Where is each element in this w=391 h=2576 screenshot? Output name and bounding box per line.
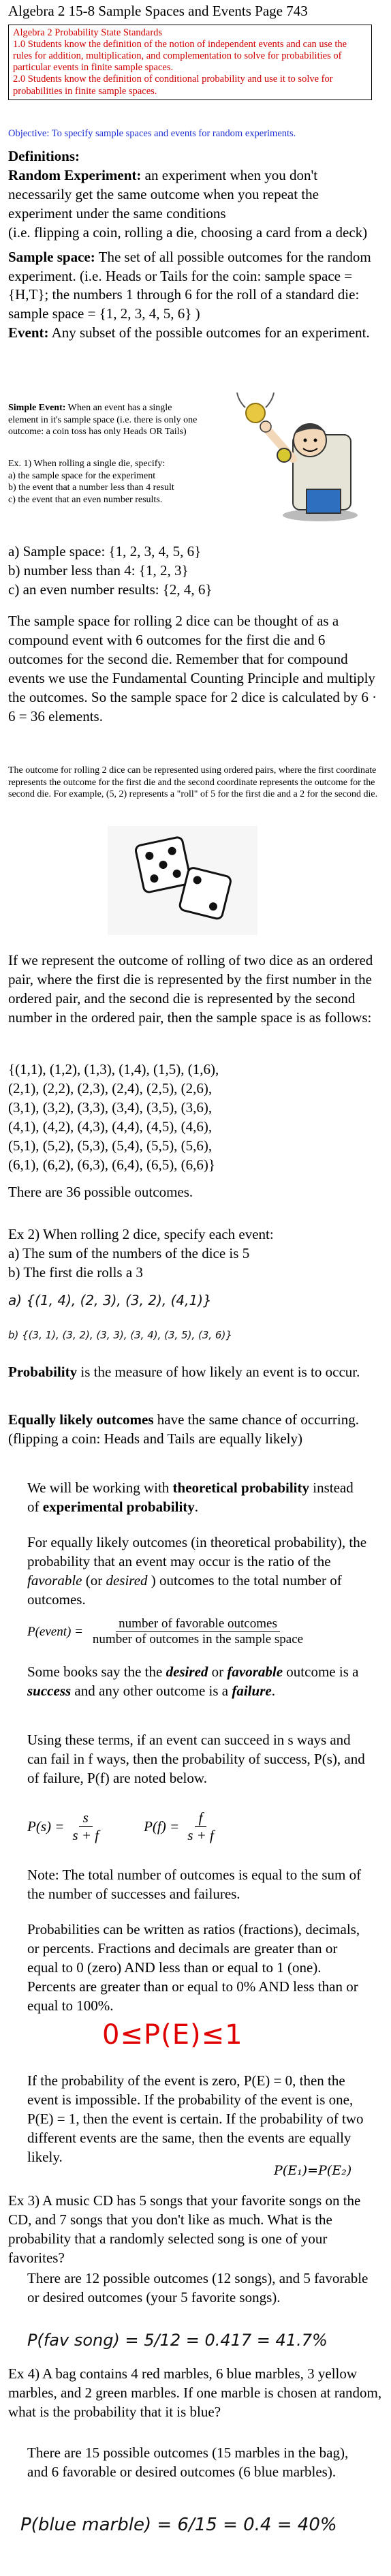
sample-space-row: (4,1), (4,2), (4,3), (4,4), (4,5), (4,6),	[8, 1118, 213, 1135]
two-dice-paragraph: The sample space for rolling 2 dice can be thought of as a compound event with 6 outcomes for the first die and 6 outcomes for the second die. Remember that for compound events we use the Fundamental Counting Principle and multiply the outcomes. So the sample space for 2 dice is calculated by 6 · 6 = 36 elements.	[8, 613, 377, 724]
example-2	[8, 1225, 383, 1283]
definitions-section	[8, 147, 383, 343]
theoretical-term: theoretical probability	[172, 1479, 309, 1496]
ordered-pair-paragraph: If we represent the outcome of rolling of two dice as an ordered pair, where the first die is represented by the first number in the ordered pair, and the second die is represented by the second number in the ordered pair, then the sample space is as follows:	[8, 952, 373, 1026]
sample-space-def: The set of all possible outcomes for the random experiment. (i.e. Heads or Tails for the coin: sample space = {H,T}; the numbers 1 through 6 for the roll of a standard die: sample space = {1, 2, 3, 4, 5, 6} )	[8, 248, 371, 322]
standards-box	[8, 25, 372, 100]
formula-lhs: P(event) =	[27, 1624, 83, 1639]
experimental-term: experimental probability	[42, 1498, 195, 1515]
failure-term: failure	[232, 1682, 272, 1699]
ex1-answer-a: a) Sample space: {1, 2, 3, 4, 5, 6}	[8, 543, 202, 559]
probability-def: is the measure of how likely an event is to occur.	[77, 1364, 360, 1380]
ex4-answer: There are 15 possible outcomes (15 marbles in the bag), and 6 favorable or desired outcomes (6 blue marbles).	[27, 2444, 349, 2480]
sample-space-row: (5,1), (5,2), (5,3), (5,4), (5,5), (5,6),	[8, 1137, 213, 1154]
failure-formula	[144, 1809, 218, 1844]
pf-fraction	[183, 1809, 218, 1844]
standard-1: 1.0 Students know the definition of the notion of independent events and can use the rules for addition, multiplication, and complementation to solve for probabilities of particular events in finite sample spaces.	[13, 39, 347, 74]
ps-fraction	[68, 1809, 103, 1844]
note-total: Note: The total number of outcomes is equal to the sum of the number of successes and failures.	[27, 1867, 362, 1902]
objective: Objective: To specify sample spaces and events for random experiments.	[8, 128, 296, 139]
success-failure-formulas	[27, 1809, 354, 1844]
ex1-answers	[8, 542, 383, 600]
ex2-part-b: b) The first die rolls a 3	[8, 1263, 143, 1281]
definitions-heading: Definitions:	[8, 148, 80, 164]
dice-image	[108, 826, 257, 935]
probability-formula	[27, 1616, 368, 1647]
ex1-part-b: b) the event that a number less than 4 result	[8, 482, 174, 493]
success-formula	[27, 1809, 103, 1844]
sample-space-row: (3,1), (3,2), (3,3), (3,4), (3,5), (3,6),	[8, 1099, 213, 1116]
books-end: .	[271, 1682, 275, 1699]
success-failure-text	[27, 1663, 371, 1701]
desired-term: desired	[106, 1571, 148, 1589]
outcome-count: There are 36 possible outcomes.	[8, 1183, 193, 1200]
ratio-text: For equally likely outcomes (in theoretical probability), the probability that an event may occur is the ratio of the	[27, 1534, 367, 1569]
ratios-paragraph: Probabilities can be written as ratios (fractions), decimals, or percents. Fractions and decimals are greater than or equal to 0 (zero) AND less than or equal to 1 (one). Percents are greater than or equal to 0% AND less than or equal to 100%.	[27, 1921, 360, 2014]
ex3-answer: There are 12 possible outcomes (12 songs), and 5 favorable or desired outcomes (your 5 favorite songs).	[27, 2270, 369, 2305]
equally-likely-definition	[8, 1411, 362, 1449]
books-mid2: and any other outcome is a	[71, 1682, 232, 1699]
simple-event-term: Simple Event:	[8, 403, 66, 413]
sample-space-term: Sample space:	[8, 248, 95, 265]
ex3-work: P(fav song) = 5/12 = 0.417 = 41.7%	[27, 2331, 328, 2350]
theoretical-text: We will be working with	[27, 1479, 173, 1496]
formula-denominator: number of outcomes in the sample space	[92, 1632, 304, 1646]
sample-space-row: {(1,1), (1,2), (1,3), (1,4), (1,5), (1,6),	[8, 1061, 219, 1077]
sample-space-row: (6,1), (6,2), (6,3), (6,4), (6,5), (6,6)}	[8, 1156, 215, 1173]
ratio-definition	[27, 1533, 371, 1610]
equal-events-formula: P(E₁)=P(E₂)	[274, 2163, 352, 2178]
formula-fraction	[90, 1616, 306, 1647]
event-def: Any subset of the possible outcomes for an experiment.	[48, 324, 370, 341]
ratio-text-end: ) outcomes to the total number of outcomes.	[27, 1571, 342, 1608]
standard-2: 2.0 Students know the definition of conditional probability and use it to solve for probabilities in finite sample spaces.	[13, 74, 333, 97]
impossible-certain-paragraph: If the probability of the event is zero, P(E) = 0, then the event is impossible. If the probability of the event is one, P(E) = 1, then the event is certain. If the probability of two different events are the same, then the events are equally likely.	[27, 2072, 364, 2165]
standards-heading: Algebra 2 Probability State Standards	[13, 27, 163, 38]
pf-lhs: P(f) =	[144, 1818, 180, 1835]
equally-likely-term: Equally likely outcomes	[8, 1411, 154, 1428]
random-experiment-def: an experiment when you don't necessarily get the same outcome when you repeat the experiment under the same conditions	[8, 166, 319, 221]
ex2-answer-b: b) {(3, 1), (3, 2), (3, 3), (3, 4), (3, 5), (3, 6)}	[8, 1329, 232, 1341]
random-experiment-term: Random Experiment:	[8, 166, 142, 183]
ex1-intro: Ex. 1) When rolling a single die, specify:	[8, 459, 166, 469]
favorable-bold: favorable	[227, 1663, 283, 1680]
terms-paragraph: Using these terms, if an event can succeed in s ways and can fail in f ways, then the probability of success, P(s), and of failure, P(f) are noted below.	[27, 1732, 365, 1786]
desired-bold: desired	[166, 1663, 208, 1680]
ex1-answer-c: c) an even number results: {2, 4, 6}	[8, 581, 213, 598]
success-term: success	[27, 1682, 72, 1699]
ex2-part-a: a) The sum of the numbers of the dice is 5	[8, 1244, 250, 1261]
probability-definition	[8, 1363, 383, 1382]
favorable-term: favorable	[27, 1571, 82, 1589]
books-mid: outcome is a	[283, 1663, 359, 1680]
coin-flip-cartoon	[218, 387, 364, 527]
example-4: Ex 4) A bag contains 4 red marbles, 6 blue marbles, 3 yellow marbles, and 2 green marbles. If one marble is chosen at random, what is the probability that it is blue?	[8, 2365, 382, 2420]
theoretical-text-mid: instead of	[27, 1479, 354, 1515]
theoretical-text-end: .	[194, 1498, 199, 1515]
formula-numerator: number of favorable outcomes	[116, 1616, 280, 1632]
theoretical-note	[27, 1479, 354, 1517]
ex1-part-c: c) the event that an even number results.	[8, 494, 163, 505]
ps-denominator: s + f	[72, 1827, 99, 1843]
two-dice-note: The outcome for rolling 2 dice can be represented using ordered pairs, where the first coordinate represents the outcome for the first die and the second coordinate represents the outcome for the second die. For example, (5, 2) represents a "roll" of 5 for the first die and a 2 for the second die.	[8, 765, 378, 799]
probability-inequality: 0≤P(E)≤1	[102, 2019, 243, 2051]
simple-event-def: When an event has a single element in it's sample space (i.e. there is only one outcome: a coin toss has only Heads OR Tails)	[8, 403, 198, 437]
ex2-answer-a: a) {(1, 4), (2, 3), (3, 2), (4,1)}	[8, 1292, 212, 1308]
pf-numerator: f	[195, 1809, 207, 1827]
ratio-text-or: (or	[82, 1571, 106, 1589]
sample-space-table	[8, 1060, 383, 1201]
sample-space-row: (2,1), (2,2), (2,3), (2,4), (2,5), (2,6),	[8, 1079, 213, 1097]
probability-term: Probability	[8, 1364, 78, 1380]
pf-denominator: s + f	[187, 1827, 214, 1843]
example-3: Ex 3) A music CD has 5 songs that your favorite songs on the CD, and 7 songs that you don't like as much. What is the probability that a randomly selected song is one of your favorites?	[8, 2192, 361, 2266]
books-or: or	[208, 1663, 228, 1680]
event-term: Event:	[8, 324, 49, 341]
ex2-intro: Ex 2) When rolling 2 dice, specify each event:	[8, 1226, 274, 1242]
books-text: Some books say the the	[27, 1663, 166, 1680]
random-experiment-example: (i.e. flipping a coin, rolling a die, choosing a card from a deck)	[8, 224, 368, 241]
equally-likely-def: have the same chance of occurring. (flipping a coin: Heads and Tails are equally likely)	[8, 1411, 359, 1447]
ex4-work: P(blue marble) = 6/15 = 0.4 = 40%	[20, 2515, 337, 2535]
simple-event-block	[8, 402, 202, 438]
ps-numerator: s	[79, 1809, 93, 1827]
ex1-answer-b: b) number less than 4: {1, 2, 3}	[8, 562, 189, 579]
example-1	[8, 458, 213, 506]
page-title: Algebra 2 15-8 Sample Spaces and Events Page 743	[8, 3, 308, 19]
ps-lhs: P(s) =	[27, 1818, 65, 1835]
ex1-part-a: a) the sample space for the experiment	[8, 470, 156, 481]
